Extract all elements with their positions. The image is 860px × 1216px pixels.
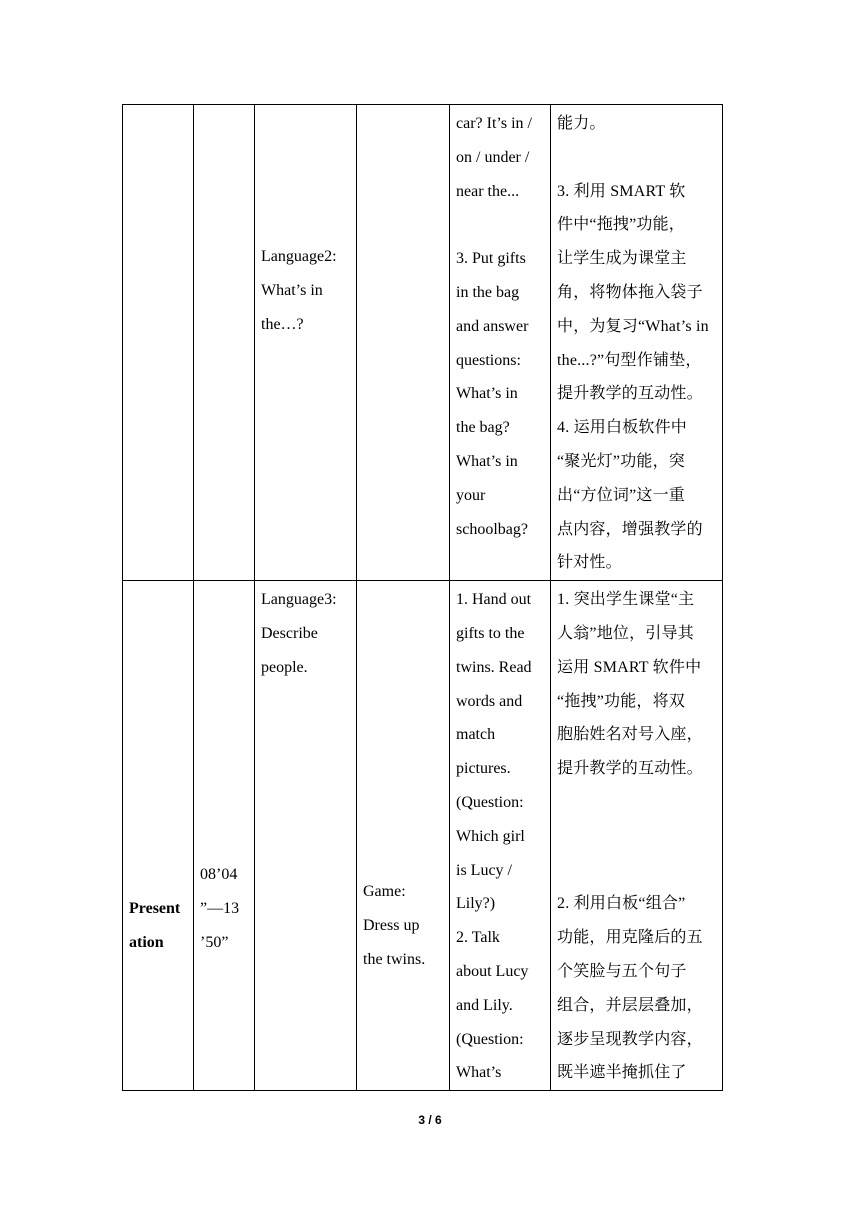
activity-line: Dress up <box>363 916 420 934</box>
procedure-line: What’s in <box>456 452 518 470</box>
procedure-line: and answer <box>456 317 529 335</box>
procedure-line: Which girl <box>456 827 525 845</box>
content-line: Language2: <box>261 248 337 265</box>
purpose-cell <box>551 581 723 1091</box>
content-cell <box>255 105 357 581</box>
purpose-line: 中，为复习“What’s in <box>557 317 709 335</box>
procedure-line: the bag? <box>456 419 510 437</box>
purpose-cell <box>551 105 723 581</box>
time-label: 08’04 <box>200 865 238 883</box>
procedure-line: match <box>456 726 496 744</box>
purpose-line: 点内容，增强教学的 <box>557 520 703 538</box>
purpose-line: 2. 利用白板“组合” <box>557 895 686 913</box>
purpose-line: the...?”句型作铺垫， <box>557 351 702 369</box>
purpose-line: 4. 运用白板软件中 <box>557 419 688 437</box>
content-cell <box>255 581 357 1091</box>
time-cell <box>194 105 255 581</box>
purpose-line: 既半遮半掩抓住了 <box>557 1064 687 1082</box>
purpose-line: 能力。 <box>557 115 606 132</box>
procedure-line: questions: <box>456 351 521 369</box>
purpose-line: 针对性。 <box>557 554 622 572</box>
purpose-line: 运用 SMART 软件中 <box>557 658 702 676</box>
time-cell <box>194 581 255 1091</box>
procedure-cell <box>450 105 551 581</box>
procedure-line: pictures. <box>456 760 511 778</box>
purpose-line: 提升教学的互动性。 <box>557 385 703 403</box>
content-line: What’s in <box>261 281 323 299</box>
procedure-line: is Lucy / <box>456 861 512 879</box>
purpose-line: 角，将物体拖入袋子 <box>557 283 703 301</box>
procedure-line: in the bag <box>456 283 520 301</box>
purpose-line: 件中“拖拽”功能， <box>557 216 686 234</box>
table-row <box>123 581 723 1091</box>
content-line: Language3: <box>261 591 337 609</box>
stage-cell <box>123 105 194 581</box>
time-label: ”—13 <box>200 899 240 917</box>
table-row <box>123 105 723 581</box>
purpose-line: 逐步呈现教学内容， <box>557 1030 703 1048</box>
activity-cell <box>357 581 450 1091</box>
content-line: people. <box>261 658 308 676</box>
activity-line: Game: <box>363 882 406 900</box>
procedure-line: 3. Put gifts <box>456 250 526 268</box>
purpose-line: 3. 利用 SMART 软 <box>557 182 686 200</box>
procedure-line: and Lily. <box>456 996 513 1014</box>
procedure-line: words and <box>456 692 523 710</box>
procedure-line: (Question: <box>456 793 524 811</box>
procedure-cell <box>450 581 551 1091</box>
purpose-line: 人翁”地位，引导其 <box>557 624 694 642</box>
stage-cell <box>123 581 194 1091</box>
procedure-line: your <box>456 486 486 504</box>
purpose-line: 出“方位词”这一重 <box>557 486 686 504</box>
stage-label: ation <box>129 933 164 951</box>
purpose-line: “聚光灯”功能，突 <box>557 452 686 470</box>
purpose-line: 个笑脸与五个句子 <box>557 962 687 980</box>
purpose-line: 胞胎姓名对号入座， <box>557 726 703 744</box>
time-label: ’50” <box>200 933 229 951</box>
purpose-line: 组合，并层层叠加， <box>557 996 703 1014</box>
purpose-line: 让学生成为课堂主 <box>557 250 687 268</box>
procedure-line: (Question: <box>456 1030 524 1048</box>
procedure-line: What’s in <box>456 385 518 403</box>
activity-line: the twins. <box>363 950 426 968</box>
procedure-line: on / under / <box>456 148 530 166</box>
lesson-plan-table <box>122 104 723 1091</box>
procedure-line: gifts to the <box>456 624 525 642</box>
content-line: the…? <box>261 315 304 333</box>
procedure-line: schoolbag? <box>456 520 528 538</box>
procedure-line: Lily?) <box>456 895 496 913</box>
stage-label: Present <box>129 899 181 917</box>
purpose-line: 功能，用克隆后的五 <box>557 929 703 947</box>
purpose-line: 1. 突出学生课堂“主 <box>557 591 695 609</box>
purpose-line: 提升教学的互动性。 <box>557 760 703 778</box>
procedure-line: 1. Hand out <box>456 591 532 609</box>
procedure-line: about Lucy <box>456 962 529 980</box>
procedure-line: twins. Read <box>456 658 532 676</box>
procedure-line: 2. Talk <box>456 929 500 947</box>
content-line: Describe <box>261 624 318 642</box>
page-number: 3 / 6 <box>418 1113 442 1127</box>
procedure-line: What’s <box>456 1064 502 1082</box>
procedure-line: car? It’s in / <box>456 115 532 132</box>
activity-cell <box>357 105 450 581</box>
procedure-line: near the... <box>456 182 520 200</box>
purpose-line: “拖拽”功能，将双 <box>557 692 686 710</box>
